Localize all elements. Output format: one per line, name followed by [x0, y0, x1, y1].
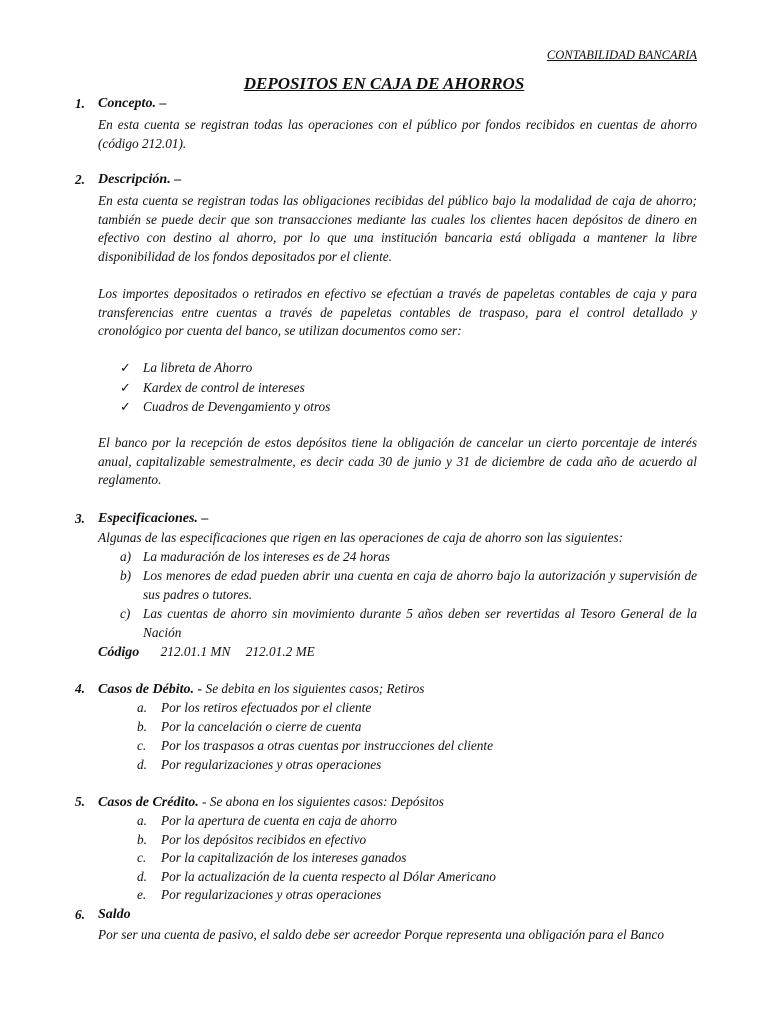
list-item: d. Por regularizaciones y otras operaciones — [137, 757, 382, 772]
codigo-me: 212.01.2 ME — [245, 644, 315, 659]
list-item: e. Por regularizaciones y otras operaciones — [137, 887, 382, 903]
list-item: a) La maduración de los intereses es de 24 horas — [120, 549, 390, 564]
section-heading: Saldo — [98, 907, 131, 922]
paragraph: El banco por la recepción de estos depósitos tiene la obligación de cancelar un cierto porcentaje de interés anual, capitalizable semestralmente, es decir cada 30 de junio y 31 de diciembre de cada año de acuerdo al reglamento. — [98, 435, 697, 488]
paragraph: En esta cuenta se registran todas las obligaciones recibidas del público bajo la modalidad de caja de ahorro; también se puede decir que son transacciones mediante las cuales los clientes hacen depósitos de dinero en efectivo con destino al ahorro, por lo que una institución bancaria está obligada a mantener la libre disponibilidad de los fondos depositados por el cliente. — [98, 193, 697, 265]
section-number: 1. — [75, 96, 85, 111]
section-number: 4. — [75, 681, 85, 696]
debit-cases-list — [137, 699, 697, 775]
list-item: b. Por los depósitos recibidos en efectivo — [137, 831, 367, 847]
list-item: c. Por la capitalización de los intereses ganados — [137, 850, 407, 866]
checkmark-icon: ✓ — [120, 379, 131, 395]
section-heading: Descripción. – — [98, 172, 182, 187]
checklist-item: ✓ La libreta de Ahorro — [120, 359, 330, 379]
section-number: 6. — [75, 907, 85, 922]
credit-cases-list — [137, 812, 697, 905]
paragraph: Algunas de las especificaciones que rigen en las operaciones de caja de ahorro son las siguientes: — [98, 530, 624, 545]
section-number: 3. — [75, 511, 85, 526]
list-item: a. Por la apertura de cuenta en caja de ahorro — [137, 813, 397, 828]
list-item: c. Por los traspasos a otras cuentas por instrucciones del cliente — [137, 738, 494, 753]
checklist — [120, 359, 330, 418]
list-item: b) Los menores de edad pueden abrir una cuenta en caja de ahorro bajo la autorización y supervisión de sus padres o tutores. — [120, 568, 697, 602]
running-header: CONTABILIDAD BANCARIA — [546, 48, 697, 62]
document-title: DEPOSITOS EN CAJA DE AHORROS — [243, 74, 525, 93]
section-heading: Especificaciones. – — [98, 511, 209, 526]
paragraph: Los importes depositados o retirados en efectivo se efectúan a través de papeletas contables de caja y para transferencias entre cuentas a través de papeletas contables de traspaso, para el control detallado y cronológico por cuenta del banco, se utilizan documentos como ser: — [98, 286, 697, 339]
checklist-item: ✓ Cuadros de Devengamiento y otros — [120, 398, 330, 418]
section-number: 5. — [75, 794, 85, 809]
checklist-item: ✓ Kardex de control de intereses — [120, 379, 330, 399]
list-item: a. Por los retiros efectuados por el cliente — [137, 700, 372, 715]
codigo-label: Código — [98, 645, 140, 660]
section-number: 2. — [75, 172, 85, 187]
codigo-line — [98, 643, 315, 663]
list-item: c) Las cuentas de ahorro sin movimiento durante 5 años deben ser revertidas al Tesoro General de la Nación — [120, 606, 697, 640]
checkmark-icon: ✓ — [120, 360, 131, 375]
section-heading: Casos de Débito. - Se debita en los siguientes casos; Retiros — [98, 681, 425, 697]
section-text: En esta cuenta se registran todas las operaciones con el público por fondos recibidos en cuentas de ahorro (código 212.01). — [98, 117, 697, 151]
section-heading: Casos de Crédito. - Se abona en los siguientes casos: Depósitos — [98, 794, 444, 810]
specification-list — [120, 548, 697, 643]
section-text: Por ser una cuenta de pasivo, el saldo debe ser acreedor Porque representa una obligación para el Banco — [98, 927, 664, 942]
list-item: b. Por la cancelación o cierre de cuenta — [137, 719, 362, 734]
codigo-mn: 212.01.1 MN — [160, 644, 231, 659]
checkmark-icon: ✓ — [120, 399, 131, 414]
section-heading: Concepto. – — [98, 96, 167, 111]
list-item: d. Por la actualización de la cuenta respecto al Dólar Americano — [137, 868, 496, 884]
